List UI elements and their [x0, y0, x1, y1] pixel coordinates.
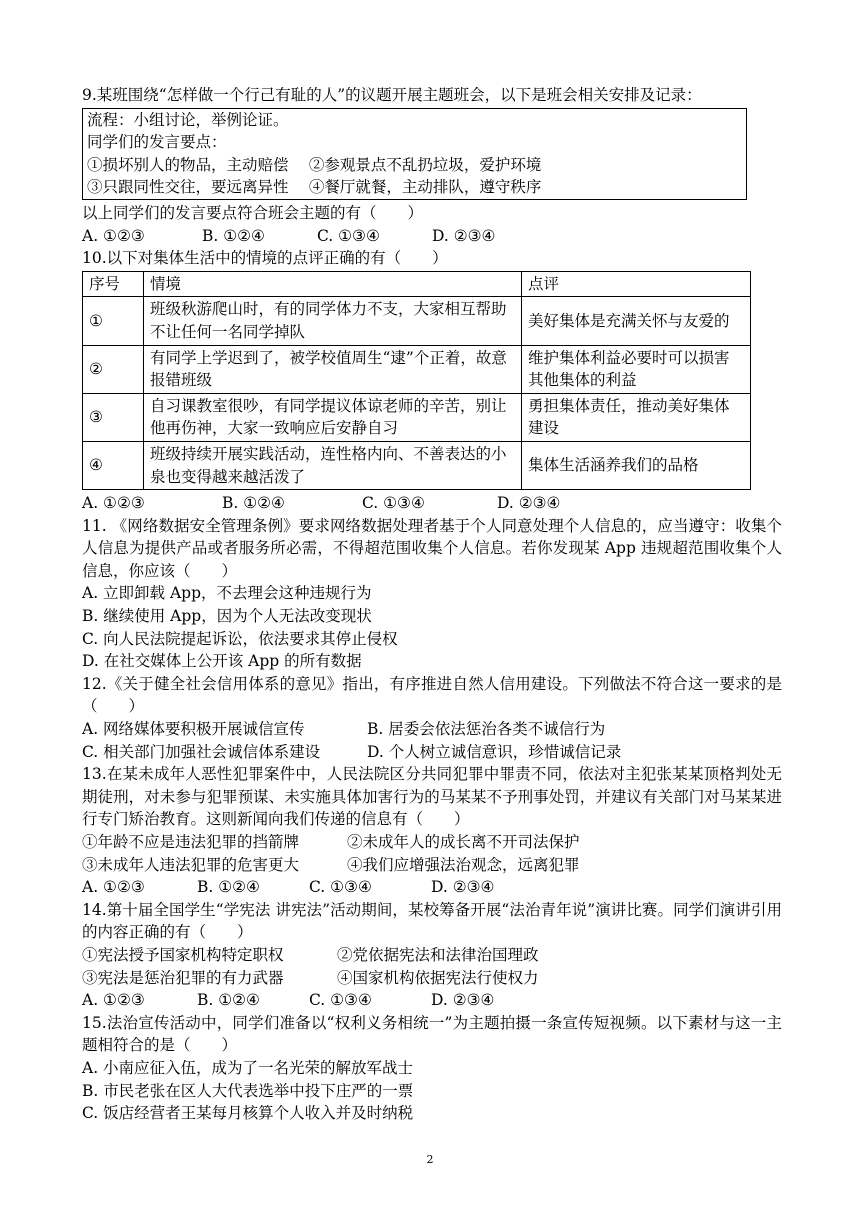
q14-options	[82, 989, 782, 1012]
exam-page	[82, 84, 782, 1125]
q9-box-line: 流程：小组讨论，举例论证。	[87, 110, 289, 129]
q9-box-line: 同学们的发言要点：	[87, 133, 227, 152]
q14-option-c[interactable]: C. ①③④	[309, 991, 372, 1010]
table-row	[83, 393, 751, 441]
q14-item: ①宪法授予国家机构特定职权	[82, 945, 284, 964]
q14-stem: 14.第十届全国学生“学宪法 讲宪法”活动期间，某校筹备开展“法治青年说”演讲比赛。同学们演讲引用的内容正确的有（ ）	[82, 900, 782, 942]
q11-option-b[interactable]: B. 继续使用 App，因为个人无法改变现状	[82, 607, 372, 626]
q13-option-c[interactable]: C. ①③④	[309, 878, 372, 897]
q14-items-row2	[82, 967, 782, 990]
row-scene: 班级秋游爬山时，有的同学体力不支，大家相互帮助不让任何一名同学掉队	[144, 297, 522, 345]
q13-items-row2	[82, 854, 782, 877]
page-number: 2	[426, 1153, 434, 1166]
row-comment: 集体生活涵养我们的品格	[522, 441, 751, 489]
q15-stem: 15.法治宣传活动中，同学们准备以“权利义务相统一”为主题拍摄一条宣传短视频。以下素材与这一主题相符合的是（ ）	[82, 1013, 782, 1055]
q13-item: ②未成年人的成长离不开司法保护	[347, 833, 580, 851]
q14-option-b[interactable]: B. ①②④	[197, 991, 260, 1010]
q10-option-d[interactable]: D. ②③④	[497, 494, 561, 513]
header-scene: 情境	[144, 271, 522, 297]
q10-options	[82, 492, 782, 515]
table-row	[83, 441, 751, 489]
q13-option-d[interactable]: D. ②③④	[431, 878, 495, 897]
row-num: ③	[83, 393, 144, 441]
q15-option-a[interactable]: A. 小南应征入伍，成为了一名光荣的解放军战士	[82, 1058, 414, 1077]
q9-question: 以上同学们的发言要点符合班会主题的有（ ）	[82, 203, 424, 222]
q11-option-a[interactable]: A. 立即卸载 App，不去理会这种违规行为	[82, 584, 372, 603]
row-num: ①	[83, 297, 144, 345]
row-comment: 勇担集体责任，推动美好集体建设	[522, 393, 751, 441]
row-num: ②	[83, 345, 144, 393]
q10-option-a[interactable]: A. ①②③	[82, 494, 145, 513]
q12-option-d[interactable]: D. 个人树立诚信意识，珍惜诚信记录	[367, 742, 622, 761]
q9-stem: 9.某班围绕“怎样做一个行己有耻的人”的议题开展主题班会，以下是班会相关安排及记录：	[82, 86, 702, 104]
row-comment: 美好集体是充满关怀与友爱的	[522, 297, 751, 345]
header-comment: 点评	[522, 271, 751, 297]
q13-option-a[interactable]: A. ①②③	[82, 878, 145, 897]
q10-option-c[interactable]: C. ①③④	[362, 494, 425, 513]
q10-table	[82, 271, 751, 490]
q13-items-row1	[82, 831, 782, 854]
q11-stem: 11. 《网络数据安全管理条例》要求网络数据处理者基于个人同意处理个人信息的，应当遵守：收集个人信息为提供产品或者服务所必需，不得超范围收集个人信息。若你发现某 App 违规超范围收集个人信息，你应该（ ）	[82, 516, 782, 580]
q12-options-row1	[82, 718, 782, 741]
table-header-row	[83, 271, 751, 297]
q9-option-c[interactable]: C. ①③④	[317, 226, 380, 245]
q13-item: ④我们应增强法治观念，远离犯罪	[347, 855, 580, 874]
q15-option-c[interactable]: C. 饭店经营者王某每月核算个人收入并及时纳税	[82, 1104, 414, 1123]
q9-option-d[interactable]: D. ②③④	[432, 226, 496, 245]
q9-box-line: ①损坏别人的物品，主动赔偿 ②参观景点不乱扔垃圾，爱护环境	[87, 155, 542, 174]
q13-item: ③未成年人违法犯罪的危害更大	[82, 855, 300, 874]
row-comment: 维护集体利益必要时可以损害其他集体的利益	[522, 345, 751, 393]
q14-option-a[interactable]: A. ①②③	[82, 991, 145, 1010]
q12-option-a[interactable]: A. 网络媒体要积极开展诚信宣传	[82, 720, 305, 739]
q9-option-b[interactable]: B. ①②④	[202, 226, 265, 245]
q13-stem: 13.在某未成年人恶性犯罪案件中，人民法院区分共同犯罪中罪责不同，依法对主犯张某某顶格判处无期徒刑，对未参与犯罪预谋、未实施具体加害行为的马某某不予刑事处罚，并建议有关部门对马某某进行专门矫治教育。这则新闻向我们传递的信息有（ ）	[82, 765, 782, 829]
q10-stem: 10.以下对集体生活中的情境的点评正确的有（ ）	[82, 249, 448, 268]
header-num: 序号	[83, 271, 144, 297]
q12-options-row2	[82, 741, 782, 764]
row-scene: 自习课教室很吵，有同学提议体谅老师的辛苦，别让他再伤神，大家一致响应后安静自习	[144, 393, 522, 441]
q11-option-d[interactable]: D. 在社交媒体上公开该 App 的所有数据	[82, 652, 362, 671]
q13-options	[82, 876, 782, 899]
q9-option-a[interactable]: A. ①②③	[82, 226, 145, 245]
row-scene: 有同学上学迟到了，被学校值周生“逮”个正着，故意报错班级	[144, 345, 522, 393]
q13-option-b[interactable]: B. ①②④	[197, 878, 260, 897]
q12-stem: 12.《关于健全社会信用体系的意见》指出，有序推进自然人信用建设。下列做法不符合这一要求的是（ ）	[82, 674, 782, 716]
q9-box-line: ③只跟同性交往，要远离异性 ④餐厅就餐，主动排队，遵守秩序	[87, 178, 542, 197]
q12-option-b[interactable]: B. 居委会依法惩治各类不诚信行为	[367, 720, 606, 739]
q9-options	[82, 225, 782, 248]
table-row	[83, 297, 751, 345]
q9-record-box	[82, 108, 747, 200]
q14-items-row1	[82, 944, 782, 967]
row-scene: 班级持续开展实践活动，连性格内向、不善表达的小泉也变得越来越活泼了	[144, 441, 522, 489]
row-num: ④	[83, 441, 144, 489]
q14-item: ③宪法是惩治犯罪的有力武器	[82, 968, 284, 987]
q15-option-b[interactable]: B. 市民老张在区人大代表选举中投下庄严的一票	[82, 1081, 414, 1100]
q10-option-b[interactable]: B. ①②④	[222, 494, 285, 513]
q11-option-c[interactable]: C. 向人民法院提起诉讼，依法要求其停止侵权	[82, 629, 398, 648]
q12-option-c[interactable]: C. 相关部门加强社会诚信体系建设	[82, 742, 321, 761]
table-row	[83, 345, 751, 393]
q13-item: ①年龄不应是违法犯罪的挡箭牌	[82, 833, 300, 851]
q14-option-d[interactable]: D. ②③④	[431, 991, 495, 1010]
q14-item: ②党依据宪法和法律治国理政	[337, 945, 539, 964]
q14-item: ④国家机构依据宪法行使权力	[337, 968, 539, 987]
